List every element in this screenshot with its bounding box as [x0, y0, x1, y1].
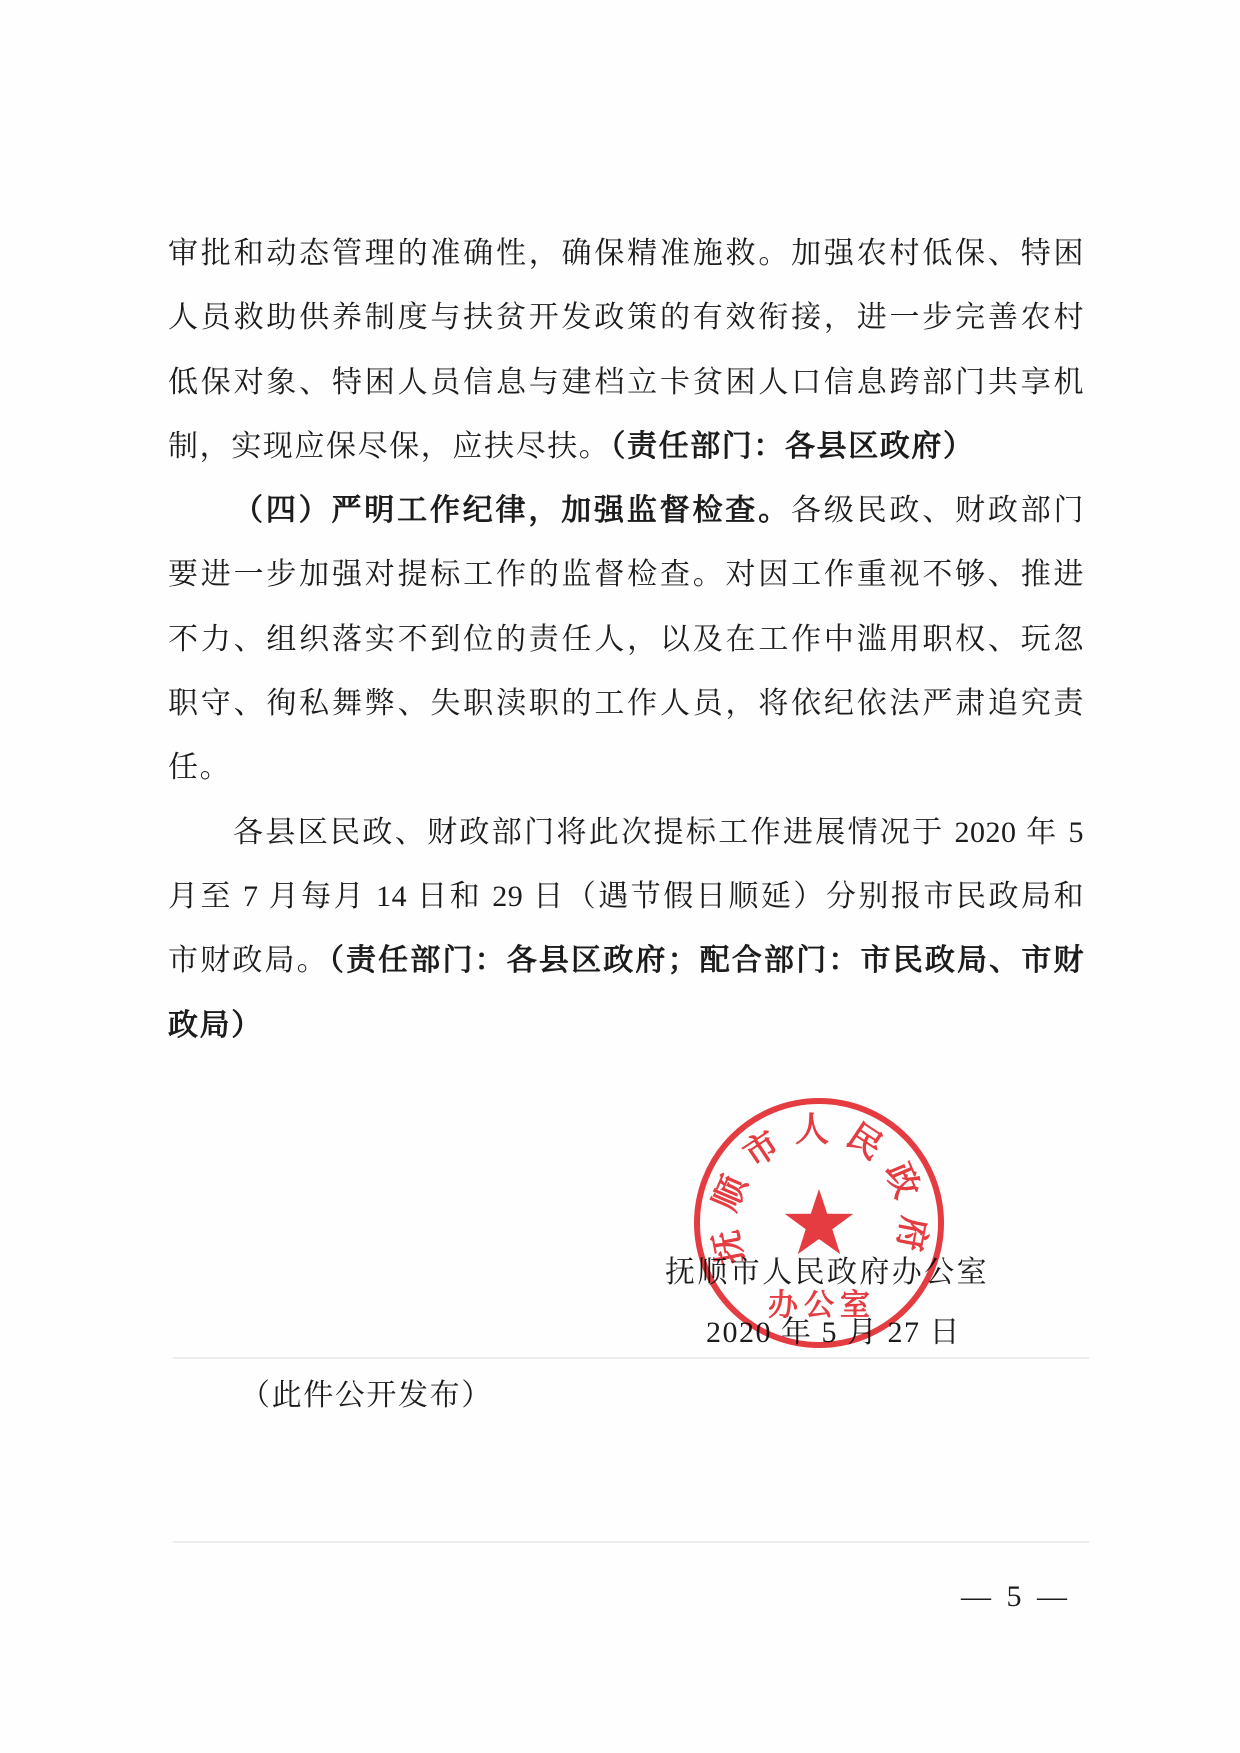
- text-line: [168, 929, 1084, 993]
- text-line: [168, 286, 1084, 350]
- text-segment: 各县区民政、财政部门将此次提标工作进展情况于 2020 年 5: [233, 815, 1084, 849]
- text-segment: 月至 7 月每月 14 日和 29 日（遇节假日顺延）分别报市民政局和: [168, 879, 1084, 913]
- text-segment: 要进一步加强对提标工作的监督检查。对因工作重视不够、推进: [168, 558, 1084, 592]
- responsible-department-note: （责任部门：各县区政府）: [610, 429, 975, 463]
- paragraph: [168, 801, 1084, 1058]
- text-line: [168, 222, 1084, 286]
- text-segment: 人员救助供养制度与扶贫开发政策的有效衔接，进一步完善农村: [168, 301, 1084, 335]
- text-segment: 不力、组织落实不到位的责任人，以及在工作中滥用职权、玩忽: [168, 622, 1084, 656]
- text-segment: 制，实现应保尽保，应扶尽扶。: [168, 429, 611, 463]
- paragraph: [168, 479, 1084, 800]
- faint-rule-bottom: [173, 1541, 1089, 1543]
- text-segment: 各级民政、财政部门: [790, 494, 1084, 528]
- responsible-department-note: （责任部门：各县区政府；配合部门：市民政局、市财: [328, 944, 1084, 978]
- star-icon: [785, 1189, 853, 1254]
- text-line: [168, 608, 1084, 672]
- page-number: — 5 —: [961, 1580, 1071, 1613]
- text-line: [168, 865, 1084, 929]
- official-seal: [689, 1093, 949, 1353]
- text-segment: 职守、徇私舞弊、失职渎职的工作人员，将依纪依法严肃追究责: [168, 687, 1084, 721]
- faint-rule-top: [173, 1357, 1089, 1359]
- signature-organization: 抚顺市人民政府办公室: [665, 1256, 989, 1289]
- section-heading: （四）严明工作纪律，加强监督检查。: [233, 494, 791, 528]
- text-line: [168, 415, 1084, 479]
- text-line: [168, 479, 1084, 543]
- responsible-department-note: 政局）: [168, 1008, 263, 1042]
- text-line: [168, 801, 1084, 865]
- text-segment: 任。: [168, 751, 232, 785]
- document-body: [168, 222, 1084, 1058]
- text-segment: 审批和动态管理的准确性，确保精准施救。加强农村低保、特困: [168, 237, 1084, 270]
- text-line: [168, 672, 1084, 736]
- text-line: [168, 994, 1084, 1058]
- text-line: [168, 736, 1084, 800]
- paragraph: [168, 222, 1084, 479]
- publication-note: （此件公开发布）: [240, 1379, 493, 1412]
- signature-date: 2020 年 5 月 27 日: [706, 1316, 961, 1349]
- text-line: [168, 543, 1084, 607]
- text-line: [168, 351, 1084, 415]
- seal-bottom-text: 办公室: [768, 1288, 876, 1323]
- text-segment: 低保对象、特困人员信息与建档立卡贫困人口信息跨部门共享机: [168, 365, 1084, 399]
- text-segment: 市财政局。: [168, 944, 329, 978]
- seal-arc-text: 抚顺市人民政府: [703, 1110, 935, 1268]
